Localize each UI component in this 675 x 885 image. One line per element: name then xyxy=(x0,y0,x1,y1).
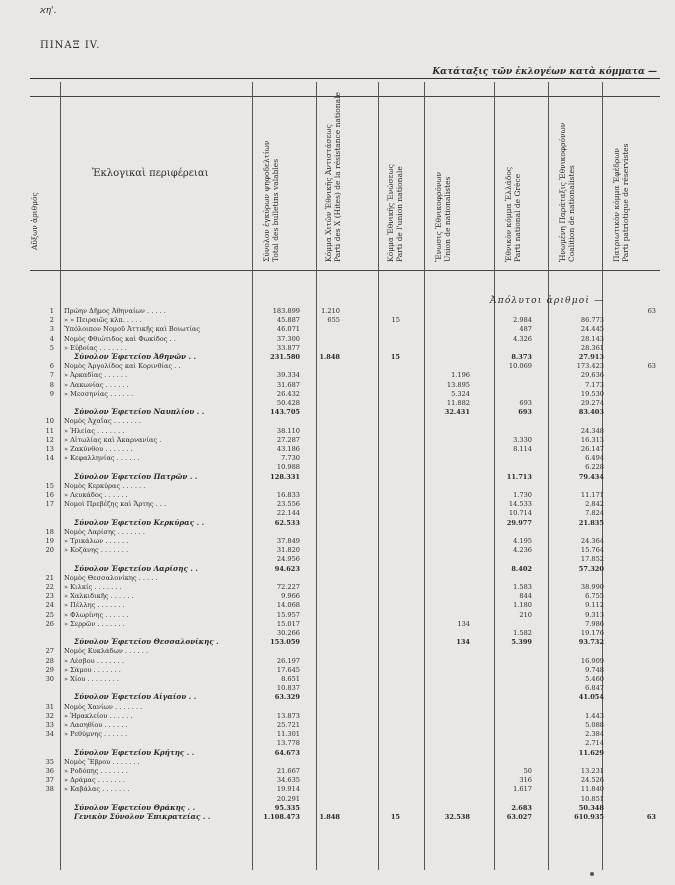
row-number: 24 xyxy=(45,601,54,610)
cell-value: 10.851 xyxy=(580,794,604,803)
row-region-name: » Λευκάδος . . . . . . xyxy=(64,491,128,499)
row-region-name: » Πέλλης . . . . . . . xyxy=(64,601,125,610)
row-region-name: » Σερρῶν . . . . . . . xyxy=(64,619,125,628)
row-region-name: Νομοὶ Πρεβέζης καὶ Ἄρτης . . . xyxy=(64,500,167,509)
cell-value: 39.334 xyxy=(276,371,300,380)
row-number: 36 xyxy=(45,767,54,775)
cell-value: 30.266 xyxy=(276,629,300,637)
cell-value: 1.583 xyxy=(513,583,532,591)
cell-value: 63 xyxy=(646,813,656,821)
cell-value: 7.986 xyxy=(585,619,604,628)
cell-value: 5.399 xyxy=(511,638,532,647)
row-region-name: » Μεσσηνίας . . . . . . xyxy=(64,389,134,398)
cell-value: 1.582 xyxy=(513,629,532,637)
cell-value: 5.460 xyxy=(585,675,604,683)
cell-value: 4.236 xyxy=(513,546,532,555)
row-number: 8 xyxy=(49,380,54,389)
header-col-nationalists-union: Ἕνωσις Ἐθνικοφρόνων Union de nationalistes xyxy=(434,171,452,262)
cell-value: 21.667 xyxy=(276,767,300,775)
cell-value: 31.820 xyxy=(276,546,300,555)
cell-value: 94.623 xyxy=(274,564,300,573)
row-region-name: » Δράμας . . . . . . . xyxy=(64,776,125,785)
cell-value: 610.935 xyxy=(574,813,604,821)
cell-value: 6.847 xyxy=(585,684,604,693)
row-number: 25 xyxy=(45,610,54,619)
row-region-name: » Ρεθύμνης . . . . . . xyxy=(64,730,128,739)
cell-value: 24.364 xyxy=(580,537,604,545)
cell-value: 316 xyxy=(519,776,532,785)
cell-value: 15.957 xyxy=(276,610,300,619)
cell-value: 15.017 xyxy=(276,619,300,628)
row-region-name: » Σάμου . . . . . . . xyxy=(64,665,121,674)
cell-value: 34.635 xyxy=(276,776,300,785)
cell-value: 1.443 xyxy=(585,711,604,720)
row-number: 30 xyxy=(45,675,54,683)
cell-value: 11.840 xyxy=(580,785,604,794)
row-number: 32 xyxy=(45,711,54,720)
row-region-name: Σύνολον Ἐφετείου Θράκης . . xyxy=(74,802,196,812)
cell-value: 8.402 xyxy=(511,564,532,573)
cell-value: 1.617 xyxy=(513,785,532,794)
row-region-name: » Λέσβου . . . . . . . xyxy=(64,656,124,665)
cell-value: 32.431 xyxy=(444,408,470,417)
row-region-name: Νομὸς Ἕβρου . . . . . . . xyxy=(64,757,140,766)
row-number: 1 xyxy=(49,307,54,315)
absolute-numbers-label: Ἀπόλυτοι ἀριθμοὶ — xyxy=(490,296,605,306)
cell-value: 1.848 xyxy=(319,353,340,361)
row-number: 6 xyxy=(49,362,54,371)
cell-value: 8.373 xyxy=(511,353,532,361)
cell-value: 6.755 xyxy=(585,592,604,601)
cell-value: 83.403 xyxy=(578,408,604,417)
cell-value: 28.143 xyxy=(580,334,604,343)
cell-value: 11.629 xyxy=(578,748,604,757)
cell-value: 95.335 xyxy=(274,803,300,812)
row-region-name: » Κεφαλληνίας . . . . . . xyxy=(64,454,140,463)
cell-value: 2.384 xyxy=(585,730,604,739)
cell-value: 16.833 xyxy=(276,491,300,499)
cell-value: 26.197 xyxy=(276,656,300,665)
cell-value: 63 xyxy=(647,307,656,315)
cell-value: 26.147 xyxy=(580,445,604,453)
header-col-party-x: Κόμμα Χιτῶν Ἐθνικῆς Ἀντιστάσεως Parti des X (Hites) de la résistance nationale xyxy=(324,92,342,262)
cell-value: 9.112 xyxy=(585,601,604,610)
row-number: 35 xyxy=(45,757,54,766)
row-region-name: Σύνολον Ἐφετείου Κερκύρας . . xyxy=(74,517,205,527)
cell-value: 13.873 xyxy=(276,711,300,720)
row-number: 23 xyxy=(45,592,54,601)
row-number: 5 xyxy=(49,343,54,352)
cell-value: 11.171 xyxy=(580,491,604,499)
cell-value: 7.173 xyxy=(585,380,604,389)
cell-value: 57.320 xyxy=(578,564,604,573)
row-region-name: » Ἠλείας . . . . . . . xyxy=(64,426,125,435)
cell-value: 231.580 xyxy=(270,353,300,361)
cell-value: 28.361 xyxy=(580,343,604,352)
cell-value: 10.069 xyxy=(508,362,532,371)
row-region-name: Νομὸς Κυκλάδων . . . . . . xyxy=(64,647,148,656)
cell-value: 15 xyxy=(390,353,400,361)
cell-value: 693 xyxy=(518,408,532,417)
row-region-name: Σύνολον Ἐφετείου Κρήτης . . xyxy=(74,747,195,757)
row-number: 14 xyxy=(45,454,54,463)
cell-value: 50 xyxy=(523,767,532,775)
row-number: 13 xyxy=(45,445,54,453)
cell-value: 62.533 xyxy=(274,518,300,527)
row-region-name: Νομὸς Χανίων . . . . . . . xyxy=(64,702,143,711)
row-region-name: » Χαλκιδικῆς . . . . . . xyxy=(64,592,134,601)
row-region-name: » Φλωρίνης . . . . . . xyxy=(64,610,129,619)
cell-value: 29.977 xyxy=(506,518,532,527)
cell-value: 72.227 xyxy=(276,583,300,591)
table-caption: Κατάταξις τῶν ἐκλογέων κατὰ κόμματα — xyxy=(432,67,657,77)
row-number: 15 xyxy=(45,481,54,490)
cell-value: 693 xyxy=(519,399,532,407)
row-region-name: » Τρικάλων . . . . . . xyxy=(64,537,129,545)
header-col-coalition: Ἡνωμένη Παράταξις Ἐθνικοφρόνων Coalition de nationalistes xyxy=(558,122,576,262)
row-region-name: Σύνολον Ἐφετείου Λαρίσης . . xyxy=(74,563,198,573)
cell-value: 5.088 xyxy=(585,721,604,729)
cell-value: 210 xyxy=(519,610,532,619)
cell-value: 13.231 xyxy=(580,767,604,775)
row-region-name: Νομὸς Ἀχαΐας . . . . . . . xyxy=(64,417,142,426)
cell-value: 46.071 xyxy=(276,325,300,334)
cell-value: 23.556 xyxy=(276,500,300,509)
cell-value: 24.348 xyxy=(580,426,604,435)
cell-value: 17.852 xyxy=(580,555,604,564)
cell-value: 183.899 xyxy=(272,307,300,315)
cell-value: 1.210 xyxy=(321,307,340,315)
cell-value: 1.196 xyxy=(451,371,470,380)
cell-value: 25.721 xyxy=(276,721,300,729)
row-number: 29 xyxy=(45,665,54,674)
row-number: 38 xyxy=(45,785,54,794)
cell-value: 11.713 xyxy=(506,472,532,481)
ink-dot xyxy=(590,872,594,876)
cell-value: 19.914 xyxy=(276,785,300,794)
row-number: 26 xyxy=(45,619,54,628)
cell-value: 27.913 xyxy=(578,353,604,361)
header-region: Ἐκλογικαὶ περιφέρειαι xyxy=(92,168,209,179)
cell-value: 9.313 xyxy=(585,610,604,619)
cell-value: 11.301 xyxy=(276,730,300,739)
row-region-name: Νομὸς Ἀργολίδος καὶ Κορινθίας . . xyxy=(64,362,181,371)
cell-value: 79.434 xyxy=(578,472,604,481)
cell-value: 26.432 xyxy=(276,389,300,398)
row-number: 27 xyxy=(45,647,54,656)
row-region-name: » Λακωνίας . . . . . . xyxy=(64,380,129,389)
row-number: 16 xyxy=(45,491,54,499)
cell-value: 38.110 xyxy=(276,426,300,435)
cell-value: 7.824 xyxy=(585,509,604,518)
total-row xyxy=(30,812,660,822)
row-number: 10 xyxy=(45,417,54,426)
row-region-name: Νομὸς Λαρίσης . . . . . . . xyxy=(64,527,145,536)
cell-value: 7.730 xyxy=(281,454,300,463)
cell-value: 10.988 xyxy=(276,463,300,472)
row-region-name: Σύνολον Ἐφετείου Ναυπλίου . . xyxy=(74,407,205,417)
header-bottom-rule xyxy=(30,270,660,271)
cell-value: 2.842 xyxy=(585,500,604,509)
cell-value: 6.228 xyxy=(585,463,604,472)
cell-value: 5.324 xyxy=(451,389,470,398)
row-number: 21 xyxy=(45,573,54,582)
cell-value: 10.714 xyxy=(508,509,532,518)
cell-value: 16.909 xyxy=(580,656,604,665)
row-number: 4 xyxy=(49,334,54,343)
cell-value: 2.683 xyxy=(511,803,532,812)
row-region-name: Νομὸς Θεσσαλονίκης . . . . . xyxy=(64,573,158,582)
row-region-name: » Ροδόπης . . . . . . . xyxy=(64,767,128,775)
cell-value: 38.990 xyxy=(580,583,604,591)
row-region-name: Σύνολον Ἐφετείου Πατρῶν . . xyxy=(74,471,198,481)
cell-value: 29.274 xyxy=(580,399,604,407)
cell-value: 20.291 xyxy=(276,794,300,803)
cell-value: 15.764 xyxy=(580,546,604,555)
cell-value: 43.186 xyxy=(276,445,300,453)
row-region-name: Ὑπόλοιπον Νομοῦ Ἀττικῆς καὶ Βοιωτίας xyxy=(64,325,201,334)
cell-value: 50.428 xyxy=(276,399,300,407)
row-region-name: » Ἀρκαδίας . . . . . . xyxy=(64,371,128,380)
header-col-national-party: Ἐθνικὸν κόμμα Ἑλλάδος Parti national de Grèce xyxy=(504,166,522,262)
cell-value: 33.877 xyxy=(276,343,300,352)
row-region-name: » » Πειραιῶς κλπ. . . . . xyxy=(64,316,142,325)
cell-value: 1.108.473 xyxy=(263,813,300,821)
cell-value: 37.849 xyxy=(276,537,300,545)
row-number: 33 xyxy=(45,721,54,729)
row-number: 2 xyxy=(49,316,54,325)
header-col-national-union: Κόμμα Ἐθνικῆς Ἑνώσεως Parti de l'union nationale xyxy=(386,164,404,262)
cell-value: 655 xyxy=(327,316,340,325)
cell-value: 134 xyxy=(457,619,470,628)
row-region-name: » Κοζάνης . . . . . . . xyxy=(64,546,129,555)
cell-value: 27.287 xyxy=(276,435,300,444)
row-region-name: » Εὐβοίας . . . . . . . xyxy=(64,343,127,352)
cell-value: 13.895 xyxy=(446,380,470,389)
row-region-name: Γενικὸν Σύνολον Ἐπικρατείας . . xyxy=(74,812,211,821)
cell-value: 10.837 xyxy=(276,684,300,693)
row-number: 20 xyxy=(45,546,54,555)
cell-value: 1.180 xyxy=(513,601,532,610)
row-number: 17 xyxy=(45,500,54,509)
cell-value: 22.144 xyxy=(276,509,300,518)
cell-value: 4.195 xyxy=(513,537,532,545)
row-number: 9 xyxy=(49,389,54,398)
cell-value: 6.494 xyxy=(585,454,604,463)
row-number: 34 xyxy=(45,730,54,739)
cell-value: 134 xyxy=(456,638,470,647)
cell-value: 153.059 xyxy=(270,638,300,647)
cell-value: 21.835 xyxy=(578,518,604,527)
row-region-name: Νομὸς Κερκύρας . . . . . . xyxy=(64,481,146,490)
cell-value: 45.887 xyxy=(276,316,300,325)
cell-value: 14.533 xyxy=(508,500,532,509)
cell-value: 2.714 xyxy=(585,739,604,748)
cell-value: 24.956 xyxy=(276,555,300,564)
cell-value: 143.705 xyxy=(270,408,300,417)
cell-value: 93.732 xyxy=(578,638,604,647)
cell-value: 3.330 xyxy=(513,435,532,444)
row-region-name: » Ζακύνθου . . . . . . . xyxy=(64,445,133,453)
cell-value: 9.748 xyxy=(585,665,604,674)
row-region-name: » Χίου . . . . . . . . xyxy=(64,675,119,683)
header-top-rule xyxy=(30,96,660,97)
cell-value: 31.687 xyxy=(276,380,300,389)
cell-value: 16.313 xyxy=(580,435,604,444)
row-region-name: Νομὸς Φθιώτιδος καὶ Φωκίδος . . xyxy=(64,334,176,343)
row-number: 18 xyxy=(45,527,54,536)
cell-value: 64.673 xyxy=(274,748,300,757)
cell-value: 63.027 xyxy=(506,813,532,821)
row-number: 22 xyxy=(45,583,54,591)
row-region-name: » Κιλκίς . . . . . . . xyxy=(64,583,122,591)
header-serial: Αὔξων ἀριθμός xyxy=(30,192,39,250)
page-number: ϰη'. xyxy=(40,6,57,16)
cell-value: 11.882 xyxy=(446,399,470,407)
cell-value: 1.848 xyxy=(319,813,340,821)
table-title: ΠΙΝΑΞ IV. xyxy=(40,40,101,51)
cell-value: 173.423 xyxy=(576,362,604,371)
cell-value: 32.538 xyxy=(444,813,470,821)
row-region-name: » Λασηθίου . . . . . . xyxy=(64,721,128,729)
row-region-name: » Καβάλας . . . . . . . xyxy=(64,785,130,794)
cell-value: 8.651 xyxy=(281,675,300,683)
row-number: 37 xyxy=(45,776,54,785)
cell-value: 63 xyxy=(647,362,656,371)
row-region-name: Σύνολον Ἐφετείου Αἰγαίου . . xyxy=(74,692,197,702)
cell-value: 8.114 xyxy=(513,445,532,453)
cell-value: 9.966 xyxy=(281,592,300,601)
row-region-name: Σύνολον Ἐφετείου Ἀθηνῶν . . xyxy=(74,352,197,361)
header-col-reservists: Πατριωτικὸν κόμμα Ἐφέδρων Parti patriotique de réservistes xyxy=(612,143,630,262)
row-number: 28 xyxy=(45,656,54,665)
cell-value: 63.329 xyxy=(274,693,300,702)
cell-value: 29.636 xyxy=(580,371,604,380)
cell-value: 1.730 xyxy=(513,491,532,499)
row-number: 31 xyxy=(45,702,54,711)
cell-value: 24.445 xyxy=(580,325,604,334)
cell-value: 50.348 xyxy=(578,803,604,812)
cell-value: 15 xyxy=(390,813,400,821)
cell-value: 13.778 xyxy=(276,739,300,748)
cell-value: 86.773 xyxy=(580,316,604,325)
row-number: 3 xyxy=(49,325,54,334)
header-col-total: Σύνολον ἐγκύρων ψηφοδελτίων Total des bulletins valables xyxy=(262,140,280,262)
cell-value: 2.984 xyxy=(513,316,532,325)
cell-value: 487 xyxy=(519,325,532,334)
cell-value: 17.645 xyxy=(276,665,300,674)
cell-value: 128.331 xyxy=(270,472,300,481)
cell-value: 37.300 xyxy=(276,334,300,343)
row-region-name: Σύνολον Ἐφετείου Θεσσαλονίκης . xyxy=(74,637,219,647)
cell-value: 24.526 xyxy=(580,776,604,785)
cell-value: 15 xyxy=(391,316,400,325)
cell-value: 19.176 xyxy=(580,629,604,637)
row-number: 12 xyxy=(45,435,54,444)
cell-value: 844 xyxy=(519,592,532,601)
row-number: 19 xyxy=(45,537,54,545)
row-number: 7 xyxy=(49,371,54,380)
row-region-name: Πρώην Δῆμος Ἀθηναίων . . . . . xyxy=(64,307,166,315)
cell-value: 4.326 xyxy=(513,334,532,343)
cell-value: 41.054 xyxy=(578,693,604,702)
row-region-name: » Ἡρακλείου . . . . . . xyxy=(64,711,133,720)
row-number: 11 xyxy=(45,426,54,435)
cell-value: 14.068 xyxy=(276,601,300,610)
cell-value: 19.530 xyxy=(580,389,604,398)
row-region-name: » Αἰτωλίας καὶ Ἀκαρνανίας . xyxy=(64,435,162,444)
